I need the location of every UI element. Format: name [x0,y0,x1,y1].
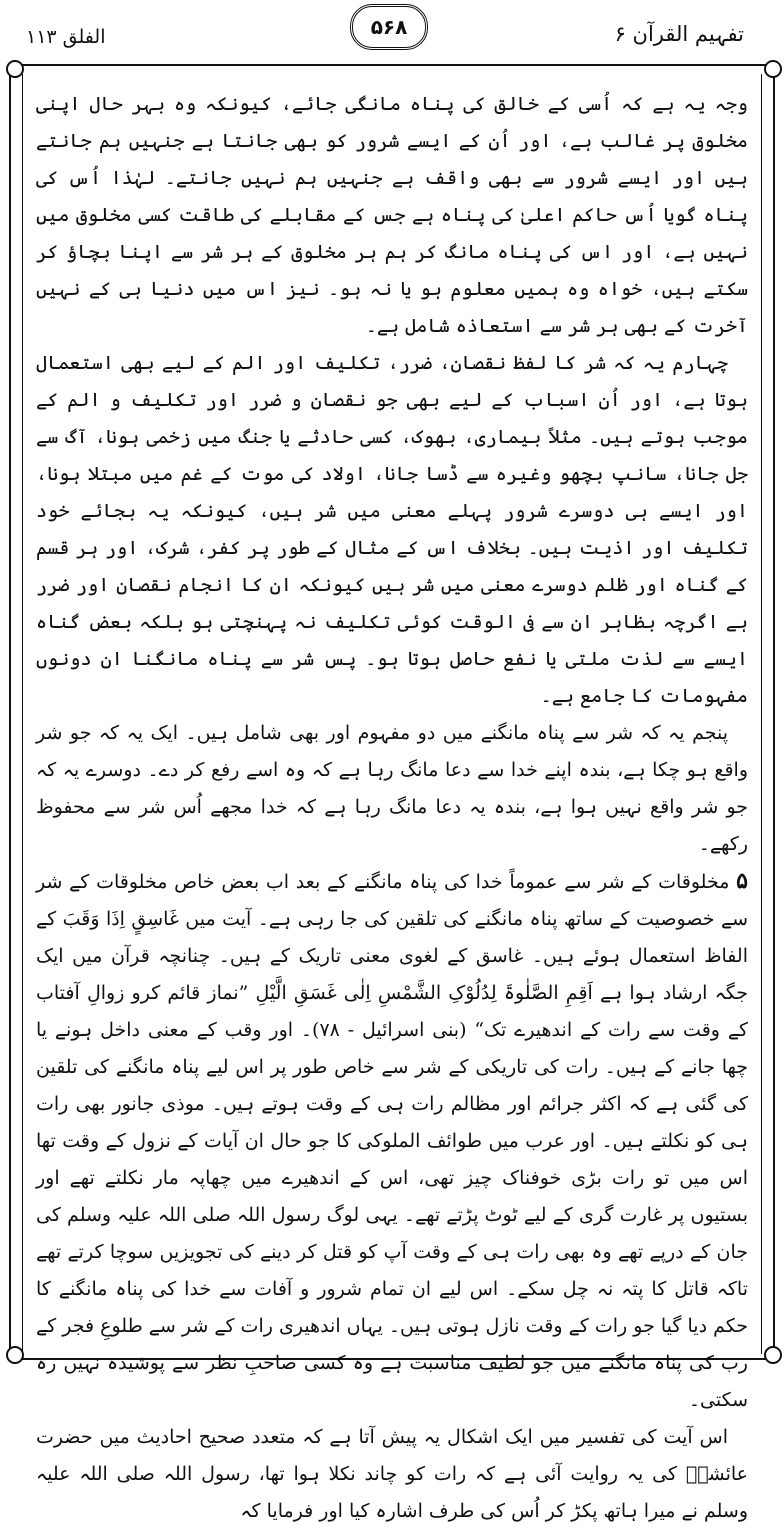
surah-reference: الفلق ۱۱۳ [26,26,106,48]
corner-ornament-bottom-right [764,1346,782,1364]
paragraph-4 [36,863,748,1419]
paragraph-5: اس آیت کی تفسیر میں ایک اشکال یہ پیش آتا ہے کہ متعدد صحیح احادیث میں حضرت عائشہؓ کی یہ روایت آئی ہے کہ رات کو چاند نکلا ہوا تھا، رسول اللہ صلی اللہ علیہ وسلم نے میرا ہاتھ پکڑ کر اُس کی طرف اشارہ کیا اور فرمایا کہ [36,1426,748,1522]
page-header [0,0,784,62]
paragraph-4-text: مخلوقات کے شر سے عموماً خدا کی پناہ مانگنے کے بعد اب بعض خاص مخلوقات کے شر سے خصوصیت کے ساتھ پناہ مانگنے کی تلقین کی جا رہی ہے۔ آیت میں غَاسِقٍ اِذَا وَقَبَ کے الفاظ استعمال ہوئے ہیں۔ غاسق کے لغوی معنی تاریک کے ہیں۔ چنانچہ قرآن میں ایک جگہ ارشاد ہوا ہے اَقِمِ الصَّلٰوۃَ لِدُلُوْکِ الشَّمْسِ اِلٰی غَسَقِ الَّیْلِ ”نماز قائم کرو زوالِ آفتاب کے وقت سے رات کے اندھیرے تک“ (بنی اسرائیل - ۷۸)۔ اور وقب کے معنی داخل ہونے یا چھا جانے کے ہیں۔ رات کی تاریکی کے شر سے خاص طور پر اس لیے پناہ مانگنے کی تلقین کی گئی ہے کہ اکثر جرائم اور مظالم رات ہی کے وقت ہوتے ہیں۔ موذی جانور بھی رات ہی کو نکلتے ہیں۔ اور عرب میں طوائف الملوکی کا جو حال ان آیات کے نزول کے وقت تھا اس میں تو رات بڑی خوفناک چیز تھی، اس کے اندھیرے میں چھاپہ مار نکلتے تھے اور بستیوں پر غارت گری کے لیے ٹوٹ پڑتے تھے۔ یہی لوگ رسول اللہ صلی اللہ علیہ وسلم کی جان کے درپے تھے وہ بھی رات ہی کے وقت آپ کو قتل کر دینے کی تجویزیں سوچا کرتے تھے تاکہ قاتل کا پتہ نہ چل سکے۔ اس لیے ان تمام شرور و آفات سے خدا کی پناہ مانگنے کا حکم دیا گیا جو رات کے وقت نازل ہوتی ہیں۔ یہاں اندھیری رات کے شر سے طلوعِ فجر کے رب کی پناہ مانگنے میں جو لطیف مناسبت ہے وہ کسی صاحبِ نظر سے پوشیدہ نہیں رہ سکتی۔ [36,871,749,1411]
footnote-number: ۵ [736,868,748,894]
corner-ornament-top-left [6,60,24,78]
page-number-badge: ۵۶۸ [350,4,428,50]
corner-ornament-top-right [764,60,782,78]
book-title: تفہیم القرآن ۶ [614,22,744,46]
paragraph-2: چہارم یہ کہ شر کا لفظ نقصان، ضرر، تکلیف اور الم کے لیے بھی استعمال ہوتا ہے، اور اُن اسباب کے لیے بھی جو نقصان و ضرر اور تکلیف و الم کے موجب ہوتے ہیں۔ مثلاً بیماری، بھوک، کسی حادثے یا جنگ میں زخمی ہونا، آگ سے جل جانا، سانپ بچھو وغیرہ سے ڈسا جانا، اولاد کی موت کے غم میں مبتلا ہونا، اور ایسے ہی دوسرے شرور پہلے معنی میں شر ہیں، کیونکہ یہ بجائے خود تکلیف اور اذیت ہیں۔ بخلاف اس کے مثال کے طور پر کفر، شرک، اور ہر قسم کے گناہ اور ظلم دوسرے معنی میں شر ہیں کیونکہ ان کا انجام نقصان اور ضرر ہے اگرچہ بظاہر ان سے فی الوقت کوئی تکلیف نہ پہنچتی ہو بلکہ بعض گناہ ایسے سے لذت ملتی یا نفع حاصل ہوتا ہو۔ پس شر سے پناہ مانگنا ان دونوں مفہومات کا جامع ہے۔ [36,352,748,707]
corner-ornament-bottom-left [6,1346,24,1364]
paragraph-1: وجہ یہ ہے کہ اُسی کے خالق کی پناہ مانگی جائے، کیونکہ وہ بہر حال اپنی مخلوق پر غالب ہے، اور اُن کے ایسے شرور کو بھی جانتا ہے جنہیں ہم جانتے ہیں اور ایسے شرور سے بھی واقف ہے جنہیں ہم نہیں جانتے۔ لہٰذا اُس کی پناہ گویا اُس حاکم اعلیٰ کی پناہ ہے جس کے مقابلے کی طاقت کسی مخلوق میں نہیں ہے، اور اس کی پناہ مانگ کر ہم ہر مخلوق کے ہر شر سے اپنا بچاؤ کر سکتے ہیں، خواہ وہ ہمیں معلوم ہو یا نہ ہو۔ نیز اس میں دنیا ہی کے نہیں آخرت کے بھی ہر شر سے استعاذہ شامل ہے۔ [36,93,748,337]
commentary-text [36,86,749,1522]
paragraph-3: پنجم یہ کہ شر سے پناہ مانگنے میں دو مفہوم اور بھی شامل ہیں۔ ایک یہ کہ جو شر واقع ہو چکا ہے، بندہ اپنے خدا سے دعا مانگ رہا ہے کہ وہ اسے رفع کر دے۔ دوسرے یہ کہ جو شر واقع نہیں ہوا ہے، بندہ یہ دعا مانگ رہا ہے کہ خدا مجھے اُس شر سے محفوظ رکھے۔ [36,722,748,855]
